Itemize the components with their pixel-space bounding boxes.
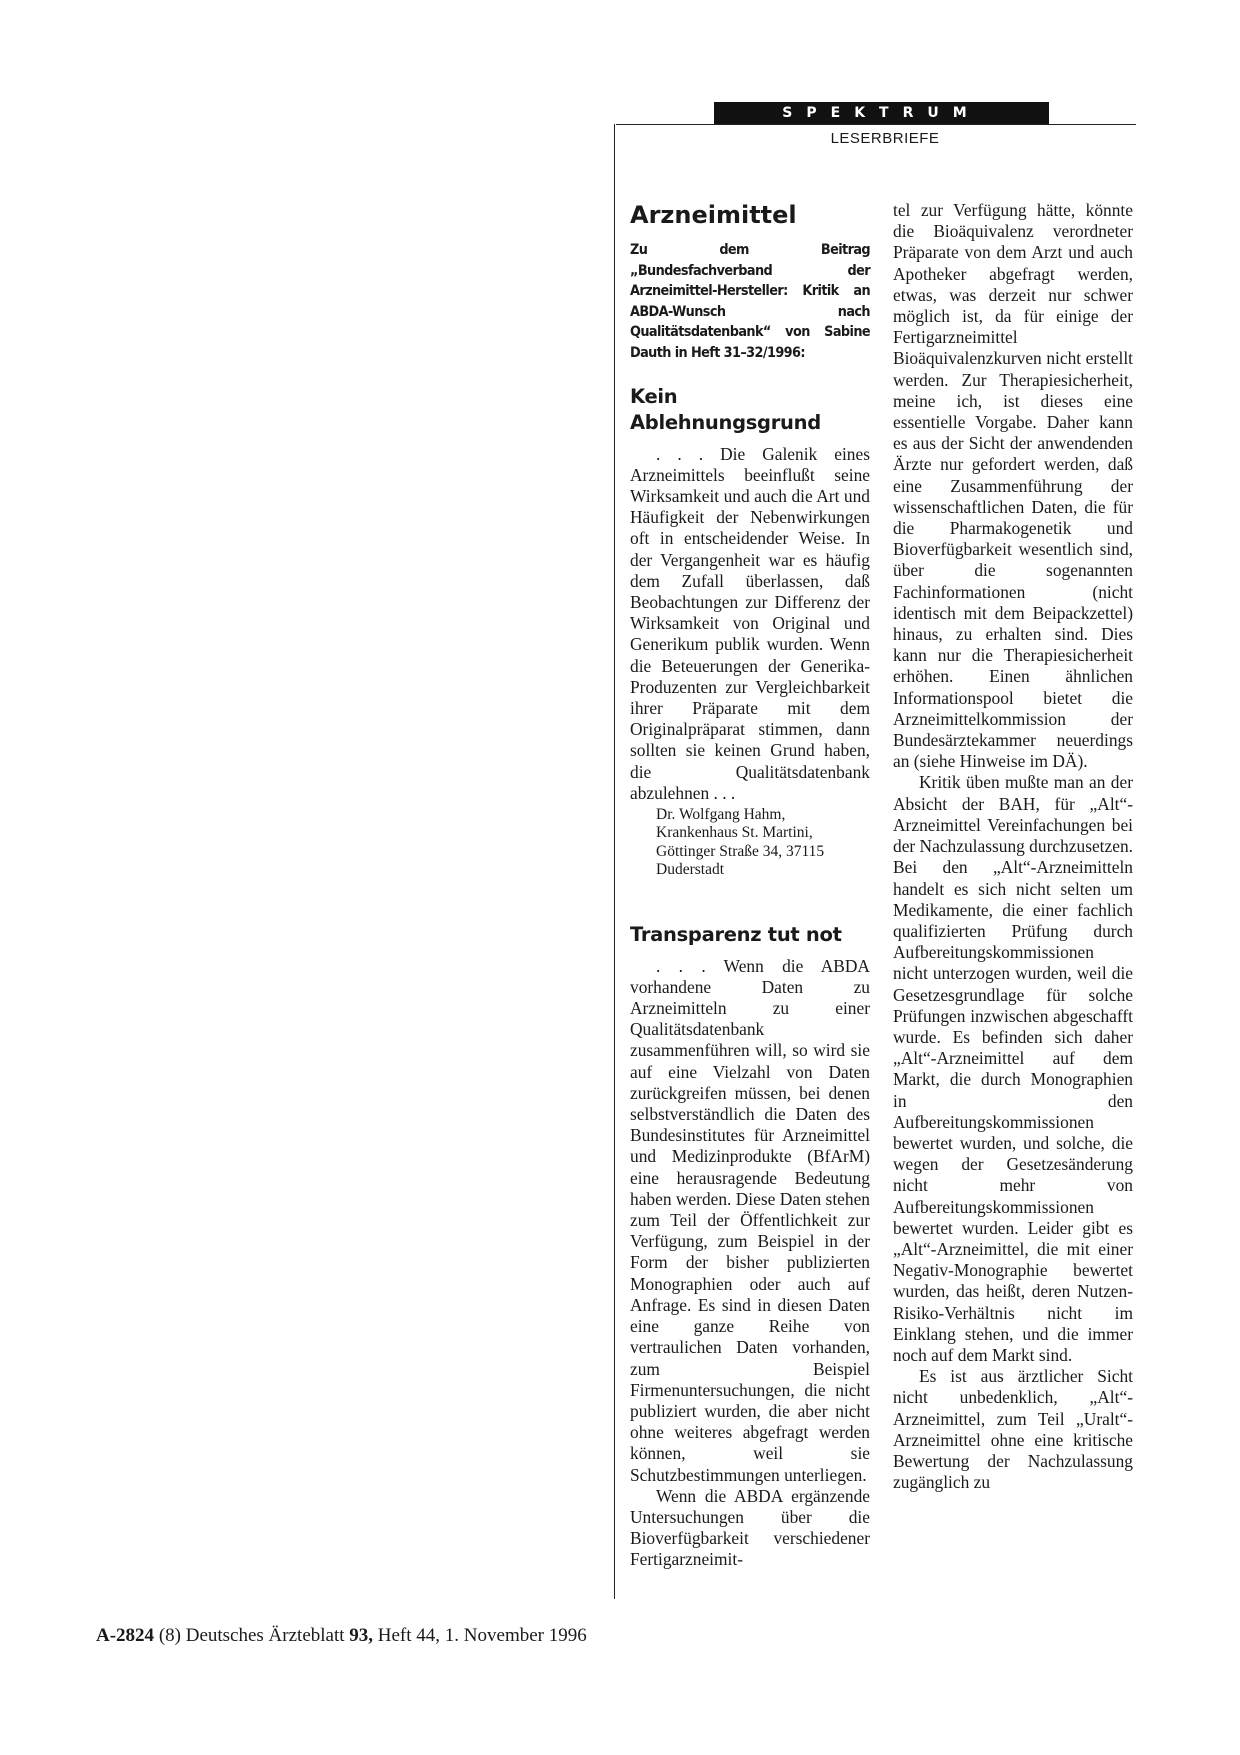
page-footer — [96, 1625, 587, 1647]
text-column-left — [630, 200, 870, 1571]
footer-issue: Heft 44, 1. November 1996 — [373, 1625, 587, 1646]
footer-citation: (8) Deutsches Ärzteblatt — [154, 1625, 350, 1646]
letter-body: . . . Wenn die ABDA vorhandene Daten zu Arzneimitteln zu einer Qualitätsdatenbank zusammenführen will, so wird sie auf eine Vielzahl von Daten zurückgreifen müssen, bei denen selbstverständlich die Daten des Bundesinstitutes für Arzneimittel und Medizinprodukte (BfArM) eine herausragende Bedeutung haben werden. Diese Daten stehen zum Teil der Öffentlichkeit zur Verfügung, zum Beispiel in der Form der bisher publizierten Monographien oder auch auf Anfrage. Es sind in diesen Daten eine ganze Reihe von vertraulichen Daten vorhanden, zum Beispiel Firmenuntersuchungen, die nicht publiziert wurden, die aber nicht ohne weiteres abgefragt werden können, weil sie Schutzbestimmungen unterliegen. — [630, 955, 870, 1485]
section-banner: SPEKTRUM — [714, 102, 1049, 124]
article-headline: Arzneimittel — [630, 201, 797, 229]
column-rule — [614, 124, 615, 1599]
header-rule — [616, 124, 1136, 125]
letter-title: Transparenz tut not — [630, 922, 842, 946]
spacer — [630, 880, 870, 922]
letter-body: . . . Die Galenik eines Arzneimittels beeinflußt seine Wirksamkeit und auch die Art und Häufigkeit der Nebenwirkungen oft in entscheidender Weise. In der Vergangenheit war es häufig dem Zufall überlassen, daß Beobachtungen zur Differenz der Wirksamkeit von Original und Generikum publik wurden. Wenn die Beteuerungen der Generika-Produzenten zur Vergleichbarkeit ihrer Präparate mit dem Originalpräparat stimmen, dann sollten sie keinen Grund haben, die Qualitätsdatenbank abzulehnen . . . — [630, 443, 870, 803]
letter-author: Dr. Wolfgang Hahm, Krankenhaus St. Martini, Göttinger Straße 34, 37115 Duderstadt — [656, 806, 825, 879]
text-column-right — [893, 200, 1133, 1493]
article-intro: Zu dem Beitrag „Bundesfachverband der Arzneimittel-Hersteller: Kritik an ABDA-Wunsch nach Qualitätsdatenbank“ von Sabine Dauth in Heft 31–32/1996: — [630, 242, 870, 361]
letter-title: Kein Ablehnungsgrund — [630, 384, 821, 434]
letter-body: Es ist aus ärztlicher Sicht nicht unbedenklich, „Alt“-Arzneimittel, zum Teil „Uralt“-Arzneimittel ohne eine kritische Bewertung der Nachzulassung zugänglich zu — [893, 1366, 1133, 1493]
letter-body: Kritik üben mußte man an der Absicht der BAH, für „Alt“-Arzneimittel Vereinfachungen bei der Nachzulassung durchzusetzen. Bei den „Alt“-Arzneimitteln handelt es sich nicht selten um Medikamente, die einer fachlich qualifizierten Prüfung durch Aufbereitungskommissionen nicht unterzogen wurden, weil die Gesetzesgrundlage für solche Prüfungen inzwischen abgeschafft wurde. Es befinden sich daher „Alt“-Arzneimittel auf dem Markt, die durch Monographien in den Aufbereitungskommissionen bewertet wurden, und solche, die wegen der Gesetzesänderung nicht mehr von Aufbereitungskommissionen bewertet wurden. Leider gibt es „Alt“-Arzneimittel, die mit einer Negativ-Monographie bewertet wurden, das heißt, deren Nutzen-Risiko-Verhältnis nicht im Einklang stehen, und die immer noch auf dem Markt sind. — [893, 772, 1133, 1365]
page-number: A-2824 — [96, 1625, 155, 1646]
section-subtitle: LESERBRIEFE — [830, 130, 940, 147]
footer-volume: 93, — [349, 1625, 374, 1646]
letter-body: Wenn die ABDA ergänzende Untersuchungen über die Bioverfügbarkeit verschiedener Fertigarzneimit- — [630, 1485, 870, 1570]
letter-body: tel zur Verfügung hätte, könnte die Bioäquivalenz verordneter Präparate von dem Arzt und auch Apotheker abgefragt werden, etwas, was derzeit nur schwer möglich ist, da für einige der Fertigarzneimittel Bioäquivalenzkurven nicht erstellt werden. Zur Therapiesicherheit, meine ich, ist dieses eine essentielle Vorgabe. Daher kann es aus der Sicht der anwendenden Ärzte nur gefordert werden, daß eine Zusammenführung der wissenschaftlichen Daten, die für die Pharmakogenetik und Bioverfügbarkeit wesentlich sind, über die sogenannten Fachinformationen (nicht identisch mit dem Beipackzettel) hinaus, zu erhalten sind. Dies kann nur die Therapiesicherheit erhöhen. Einen ähnlichen Informationspool bietet die Arzneimittelkommission der Bundesärztekammer neuerdings an (siehe Hinweise im DÄ). — [893, 200, 1133, 772]
